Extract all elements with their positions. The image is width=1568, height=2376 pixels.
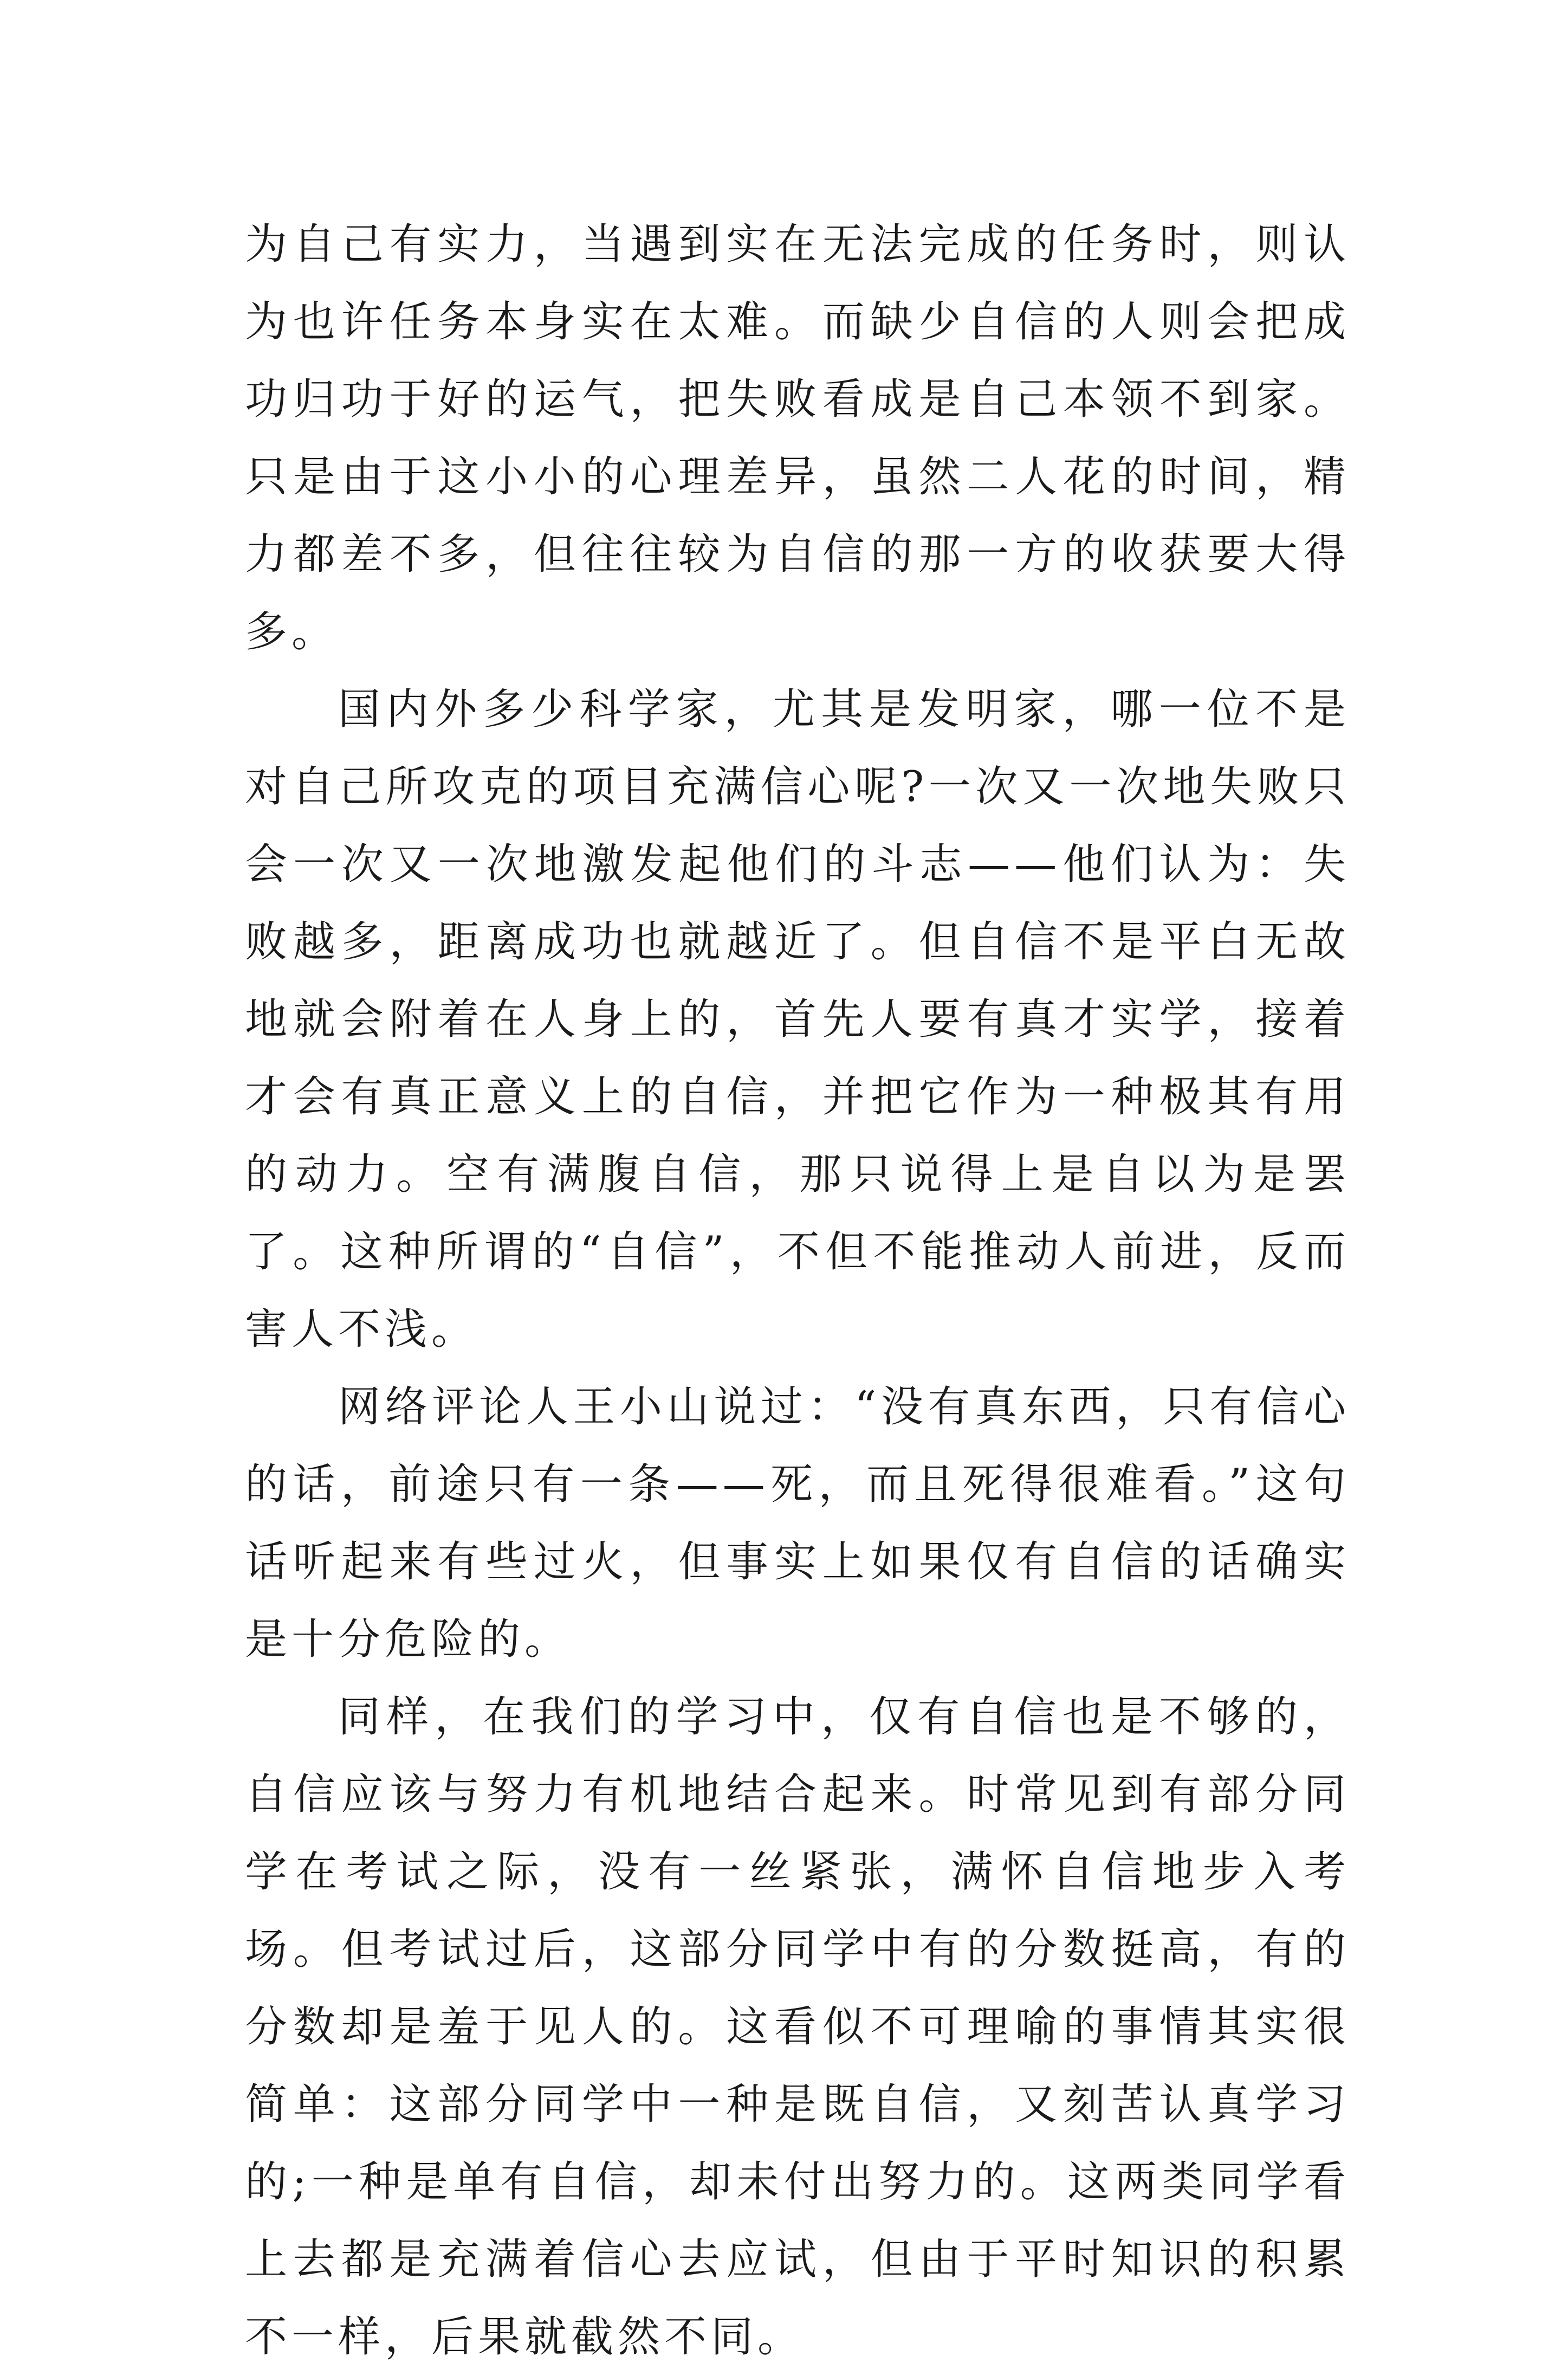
body-text <box>245 206 1350 2376</box>
paragraph-3: 网络评论人王小山说过：“没有真东西，只有信心的话，前途只有一条——死，而且死得很难看。”这句话听起来有些过火，但事实上如果仅有自信的话确实是十分危险的。 <box>245 1383 1350 1664</box>
paragraph-1: 为自己有实力，当遇到实在无法完成的任务时，则认为也许任务本身实在太难。而缺少自信的人则会把成功归功于好的运气，把失败看成是自己本领不到家。只是由于这小小的心理差异，虽然二人花的时间，精力都差不多，但往往较为自信的那一方的收获要大得多。 <box>245 220 1350 656</box>
paragraph-2: 国内外多少科学家，尤其是发明家，哪一位不是对自己所攻克的项目充满信心呢?一次又一次地失败只会一次又一次地激发起他们的斗志——他们认为：失败越多，距离成功也就越近了。但自信不是平白无故地就会附着在人身上的，首先人要有真才实学，接着才会有真正意义上的自信，并把它作为一种极其有用的动力。空有满腹自信，那只说得上是自以为是罢了。这种所谓的“自信”，不但不能推动人前进，反而害人不浅。 <box>245 685 1350 1354</box>
paragraph-4: 同样，在我们的学习中，仅有自信也是不够的，自信应该与努力有机地结合起来。时常见到有部分同学在考试之际，没有一丝紧张，满怀自信地步入考场。但考试过后，这部分同学中有的分数挺高，有的分数却是羞于见人的。这看似不可理喻的事情其实很简单：这部分同学中一种是既自信，又刻苦认真学习的;一种是单有自信，却未付出努力的。这两类同学看上去都是充满着信心去应试，但由于平时知识的积累不一样，后果就截然不同。 <box>245 1693 1350 2361</box>
